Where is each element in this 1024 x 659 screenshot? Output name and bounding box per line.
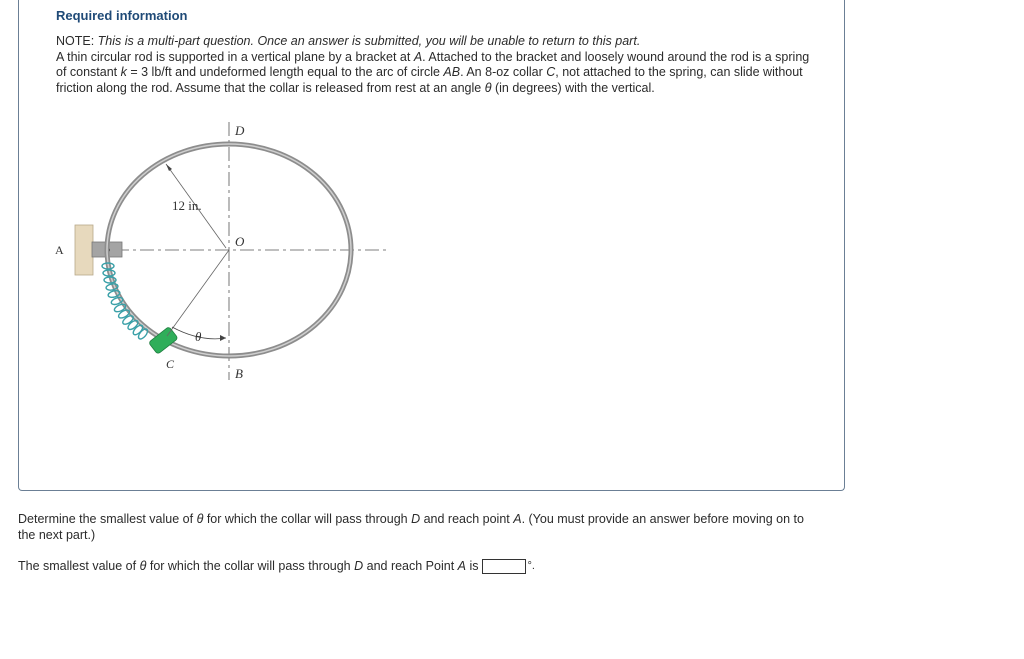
radius-line xyxy=(167,250,229,336)
label-theta: θ xyxy=(195,329,202,344)
label-radius: 12 in. xyxy=(172,198,202,213)
circular-rod-figure xyxy=(50,118,400,388)
answer-input[interactable] xyxy=(482,559,526,574)
label-c: C xyxy=(166,357,175,371)
note-text: This is a multi-part question. Once an answer is submitted, you will be unable to return to this part. xyxy=(97,34,641,48)
label-d: D xyxy=(235,123,245,138)
radius-arrowhead xyxy=(166,164,172,171)
problem-statement: NOTE: This is a multi-part question. Once an answer is submitted, you will be unable to return to this part. A thin circular rod is supported in a vertical plane by a bracket at A. Attached to the bracket and loosely wound around the rod is a spring of constant k = 3 lb/ft and undeformed length equal to the arc of circle AB. An 8-oz collar C, not attached to the spring, can slide without friction along the rod. Assume that the collar is released from rest at an angle θ (in degrees) with the vertical. xyxy=(56,34,810,95)
label-b: B xyxy=(235,366,243,381)
answer-line: The smallest value of θ for which the collar will pass through D and reach Point A is °. xyxy=(18,559,535,573)
note-label: NOTE: xyxy=(56,34,98,48)
required-information-title: Required information xyxy=(56,8,188,23)
theta-arrowhead xyxy=(220,335,226,341)
label-a: A xyxy=(55,243,64,257)
question-text: Determine the smallest value of θ for which the collar will pass through D and reach point A. (You must provide an answer before moving on to the next part.) xyxy=(18,512,804,542)
degree-unit: °. xyxy=(527,560,535,572)
label-o: O xyxy=(235,234,245,249)
bracket-wall xyxy=(75,225,93,275)
